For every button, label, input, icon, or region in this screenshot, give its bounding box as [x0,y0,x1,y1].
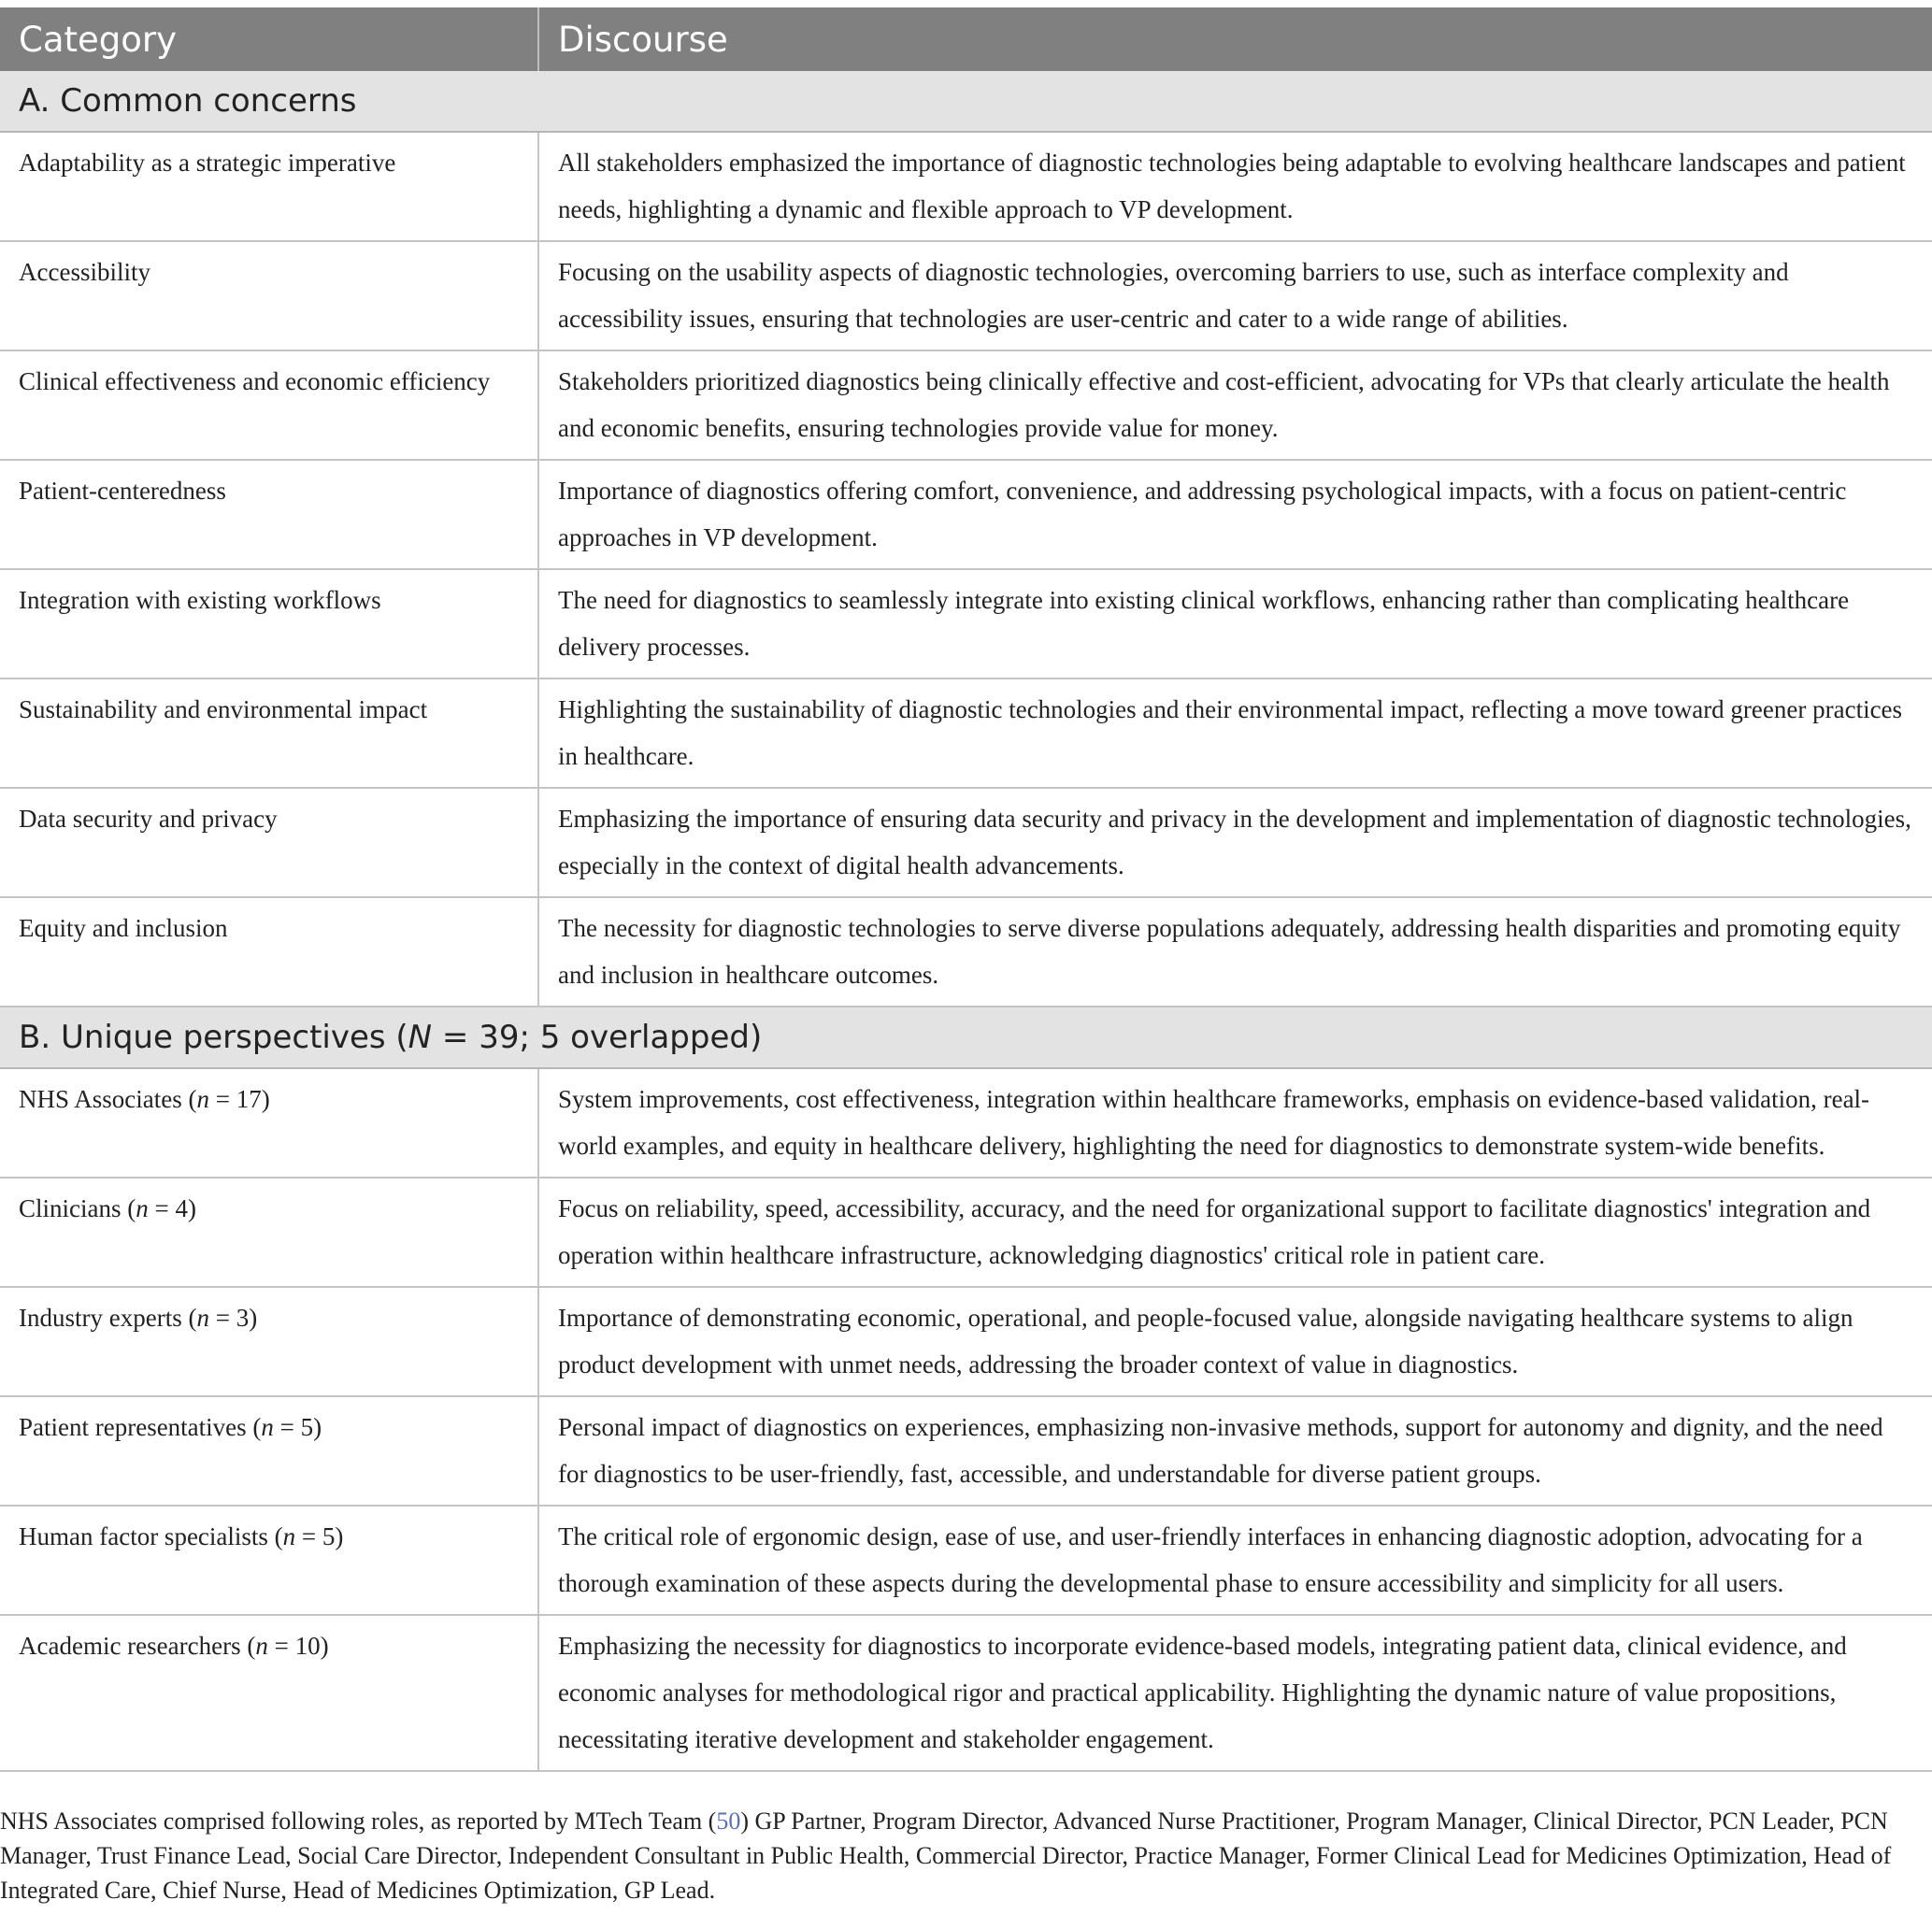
discourse-cell: Personal impact of diagnostics on experiences, emphasizing non-invasive methods, support for autonomy and dignity, and the need for diagnostics to be user-friendly, fast, accessible, and understandable for diverse patient groups. [538,1396,1932,1506]
discourse-cell: Emphasizing the importance of ensuring data security and privacy in the development and implementation of diagnostic technologies, especially in the context of digital health advancements. [538,788,1932,897]
perspectives-table-container [0,7,1932,1772]
section-b-suffix: = 39; 5 overlapped) [432,1019,763,1056]
n-label: n [196,1304,209,1332]
group-count: 10 [294,1632,321,1660]
discourse-cell: The necessity for diagnostic technologies to serve diverse populations adequately, addressing health disparities and promoting equity and inclusion in healthcare outcomes. [538,897,1932,1007]
table-row [0,788,1932,897]
group-cell: Patient representatives (n = 5) [0,1396,538,1506]
section-b-row [0,1007,1932,1068]
group-count: 5 [300,1413,314,1441]
discourse-cell: Focus on reliability, speed, accessibility, accuracy, and the need for organizational support to facilitate diagnostics' integration and operation within healthcare infrastructure, acknowledging diagnostics' critical role in patient care. [538,1178,1932,1287]
section-a-title: A. Common concerns [0,71,1932,132]
n-label: n [282,1522,296,1550]
table-row [0,1506,1932,1615]
discourse-cell: The critical role of ergonomic design, ease of use, and user-friendly interfaces in enhancing diagnostic adoption, advocating for a thorough examination of these aspects during the developmental phase to ensure accessibility and simplicity for all users. [538,1506,1932,1615]
discourse-cell: System improvements, cost effectiveness, integration within healthcare frameworks, emphasis on evidence-based validation, real-world examples, and equity in healthcare delivery, highlighting the need for diagnostics to demonstrate system-wide benefits. [538,1068,1932,1178]
footnote-text-after: ) GP Partner, Program Director, Advanced Nurse Practitioner, Program Manager, Clinical Director, PCN Leader, PCN Manager, Trust Finance Lead, Social Care Director, Independent Consultant in Public Health, Commercial Director, Practice Manager, Former Clinical Lead for Medicines Optimization, Head of Integrated Care, Chief Nurse, Head of Medicines Optimization, GP Lead. [0,1807,1892,1904]
group-name: NHS Associates [19,1085,182,1113]
category-cell: Equity and inclusion [0,897,538,1007]
discourse-cell: Highlighting the sustainability of diagnostic technologies and their environmental impact, reflecting a move toward greener practices in healthcare. [538,678,1932,788]
group-count: 3 [236,1304,250,1332]
table-row [0,678,1932,788]
group-cell: Academic researchers (n = 10) [0,1615,538,1771]
n-label: n [255,1632,268,1660]
table-row [0,1287,1932,1396]
table-row [0,1178,1932,1287]
group-name: Industry experts [19,1304,182,1332]
table-footnote [0,1804,1932,1907]
category-cell: Clinical effectiveness and economic efficiency [0,350,538,460]
header-category: Category [0,7,538,71]
discourse-cell: Focusing on the usability aspects of diagnostic technologies, overcoming barriers to use, such as interface complexity and accessibility issues, ensuring that technologies are user-centric and cater to a wide range of abilities. [538,241,1932,350]
section-a-row [0,71,1932,132]
table-row [0,1615,1932,1771]
group-name: Academic researchers [19,1632,241,1660]
discourse-cell: Stakeholders prioritized diagnostics being clinically effective and cost-efficient, advocating for VPs that clearly articulate the health and economic benefits, ensuring technologies provide value for money. [538,350,1932,460]
group-name: Human factor specialists [19,1522,268,1550]
category-cell: Accessibility [0,241,538,350]
discourse-cell: The need for diagnostics to seamlessly integrate into existing clinical workflows, enhancing rather than complicating healthcare delivery processes. [538,569,1932,678]
header-row [0,7,1932,71]
category-cell: Patient-centeredness [0,460,538,569]
discourse-cell: Emphasizing the necessity for diagnostics to incorporate evidence-based models, integrating patient data, clinical evidence, and economic analyses for methodological rigor and practical applicability. Highlighting the dynamic nature of value propositions, necessitating iterative development and stakeholder engagement. [538,1615,1932,1771]
table-row [0,132,1932,241]
group-cell: Clinicians (n = 4) [0,1178,538,1287]
category-cell: Adaptability as a strategic imperative [0,132,538,241]
discourse-cell: All stakeholders emphasized the importance of diagnostic technologies being adaptable to evolving healthcare landscapes and patient needs, highlighting a dynamic and flexible approach to VP development. [538,132,1932,241]
perspectives-table [0,7,1932,1772]
table-row [0,460,1932,569]
footnote-reference-link[interactable]: 50 [716,1807,741,1835]
table-row [0,1068,1932,1178]
group-name: Clinicians [19,1194,122,1222]
category-cell: Data security and privacy [0,788,538,897]
section-b-prefix: B. Unique perspectives ( [19,1019,408,1056]
discourse-cell: Importance of demonstrating economic, operational, and people-focused value, alongside navigating healthcare systems to align product development with unmet needs, addressing the broader context of value in diagnostics. [538,1287,1932,1396]
table-row [0,569,1932,678]
table-row [0,350,1932,460]
n-label: n [196,1085,209,1113]
discourse-cell: Importance of diagnostics offering comfort, convenience, and addressing psychological impacts, with a focus on patient-centric approaches in VP development. [538,460,1932,569]
n-label: n [136,1194,149,1222]
table-row [0,241,1932,350]
footnote-text-before: NHS Associates comprised following roles, as reported by MTech Team ( [0,1807,717,1835]
group-count: 4 [175,1194,188,1222]
table-row [0,1396,1932,1506]
group-count: 5 [322,1522,336,1550]
section-b-title [0,1007,1932,1068]
group-name: Patient representatives [19,1413,247,1441]
group-cell: NHS Associates (n = 17) [0,1068,538,1178]
table-row [0,897,1932,1007]
category-cell: Integration with existing workflows [0,569,538,678]
section-b-var: N [408,1019,433,1056]
n-label: n [261,1413,274,1441]
group-count: 17 [236,1085,262,1113]
group-cell: Human factor specialists (n = 5) [0,1506,538,1615]
group-cell: Industry experts (n = 3) [0,1287,538,1396]
category-cell: Sustainability and environmental impact [0,678,538,788]
header-discourse: Discourse [538,7,1932,71]
